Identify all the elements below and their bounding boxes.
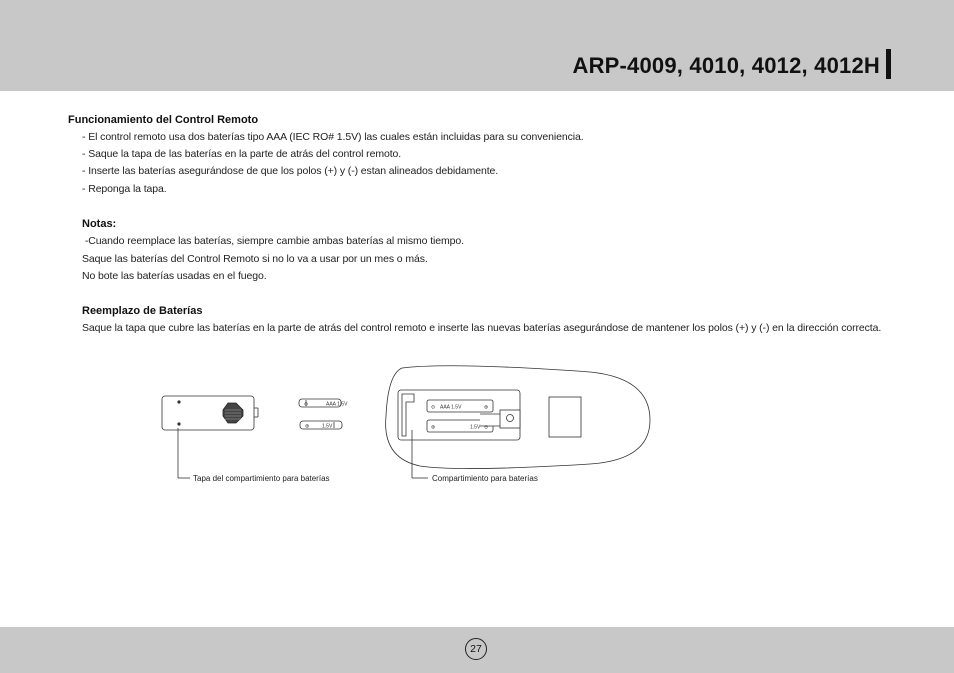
reemplazo-text: Saque la tapa que cubre las baterías en la parte de atrás del control remoto e inserte las nuevas baterías asegurándose de mantener los polos (+) y (-) en la dirección correcta. [82,322,882,334]
remote-illustration [386,366,650,469]
compartment-battery-label-1: AAA 1.5V [440,404,462,411]
notas-line: No bote las baterías usadas en el fuego. [82,270,267,282]
page-number: 27 [465,638,487,660]
title-accent-bar [886,49,891,79]
battery-cover-illustration [162,396,258,430]
funcionamiento-line: - Inserte las baterías asegurándose de que los polos (+) y (-) estan alineados debidamente. [82,165,499,177]
section-heading-notas: Notas: [82,218,117,230]
funcionamiento-line: - El control remoto usa dos baterías tipo AAA (IEC RO# 1.5V) las cuales están incluidas para su conveniencia. [82,131,584,143]
caption-battery-compartment: Compartimiento para baterías [432,474,538,483]
svg-text:⊖: ⊖ [484,424,489,431]
battery-label-voltage: 1.5V [322,423,333,430]
notas-line: Saque las baterías del Control Remoto si no lo va a usar por un mes o más. [82,253,428,265]
svg-text:⊖: ⊖ [431,404,436,411]
svg-text:⊕: ⊕ [431,424,436,431]
funcionamiento-line: - Reponga la tapa. [82,183,167,195]
section-heading-funcionamiento: Funcionamiento del Control Remoto [68,114,259,126]
svg-text:⊕: ⊕ [484,404,489,411]
compartment-battery-label-2: 1.5V [470,424,481,431]
funcionamiento-line: - Saque la tapa de las baterías en la parte de atrás del control remoto. [82,148,402,160]
caption-battery-cover: Tapa del compartimiento para baterías [193,474,330,483]
page-title: ARP-4009, 4010, 4012, 4012H [572,53,880,78]
battery-minus-symbol: ⊖ [304,401,309,408]
notas-line: -Cuando reemplace las baterías, siempre cambie ambas baterías al mismo tiempo. [82,235,464,247]
header-band [0,0,954,91]
section-heading-reemplazo: Reemplazo de Baterías [82,305,203,317]
battery-plus-symbol: ⊕ [305,423,310,430]
battery-label-aaa: AAA 1.5V [326,401,348,408]
